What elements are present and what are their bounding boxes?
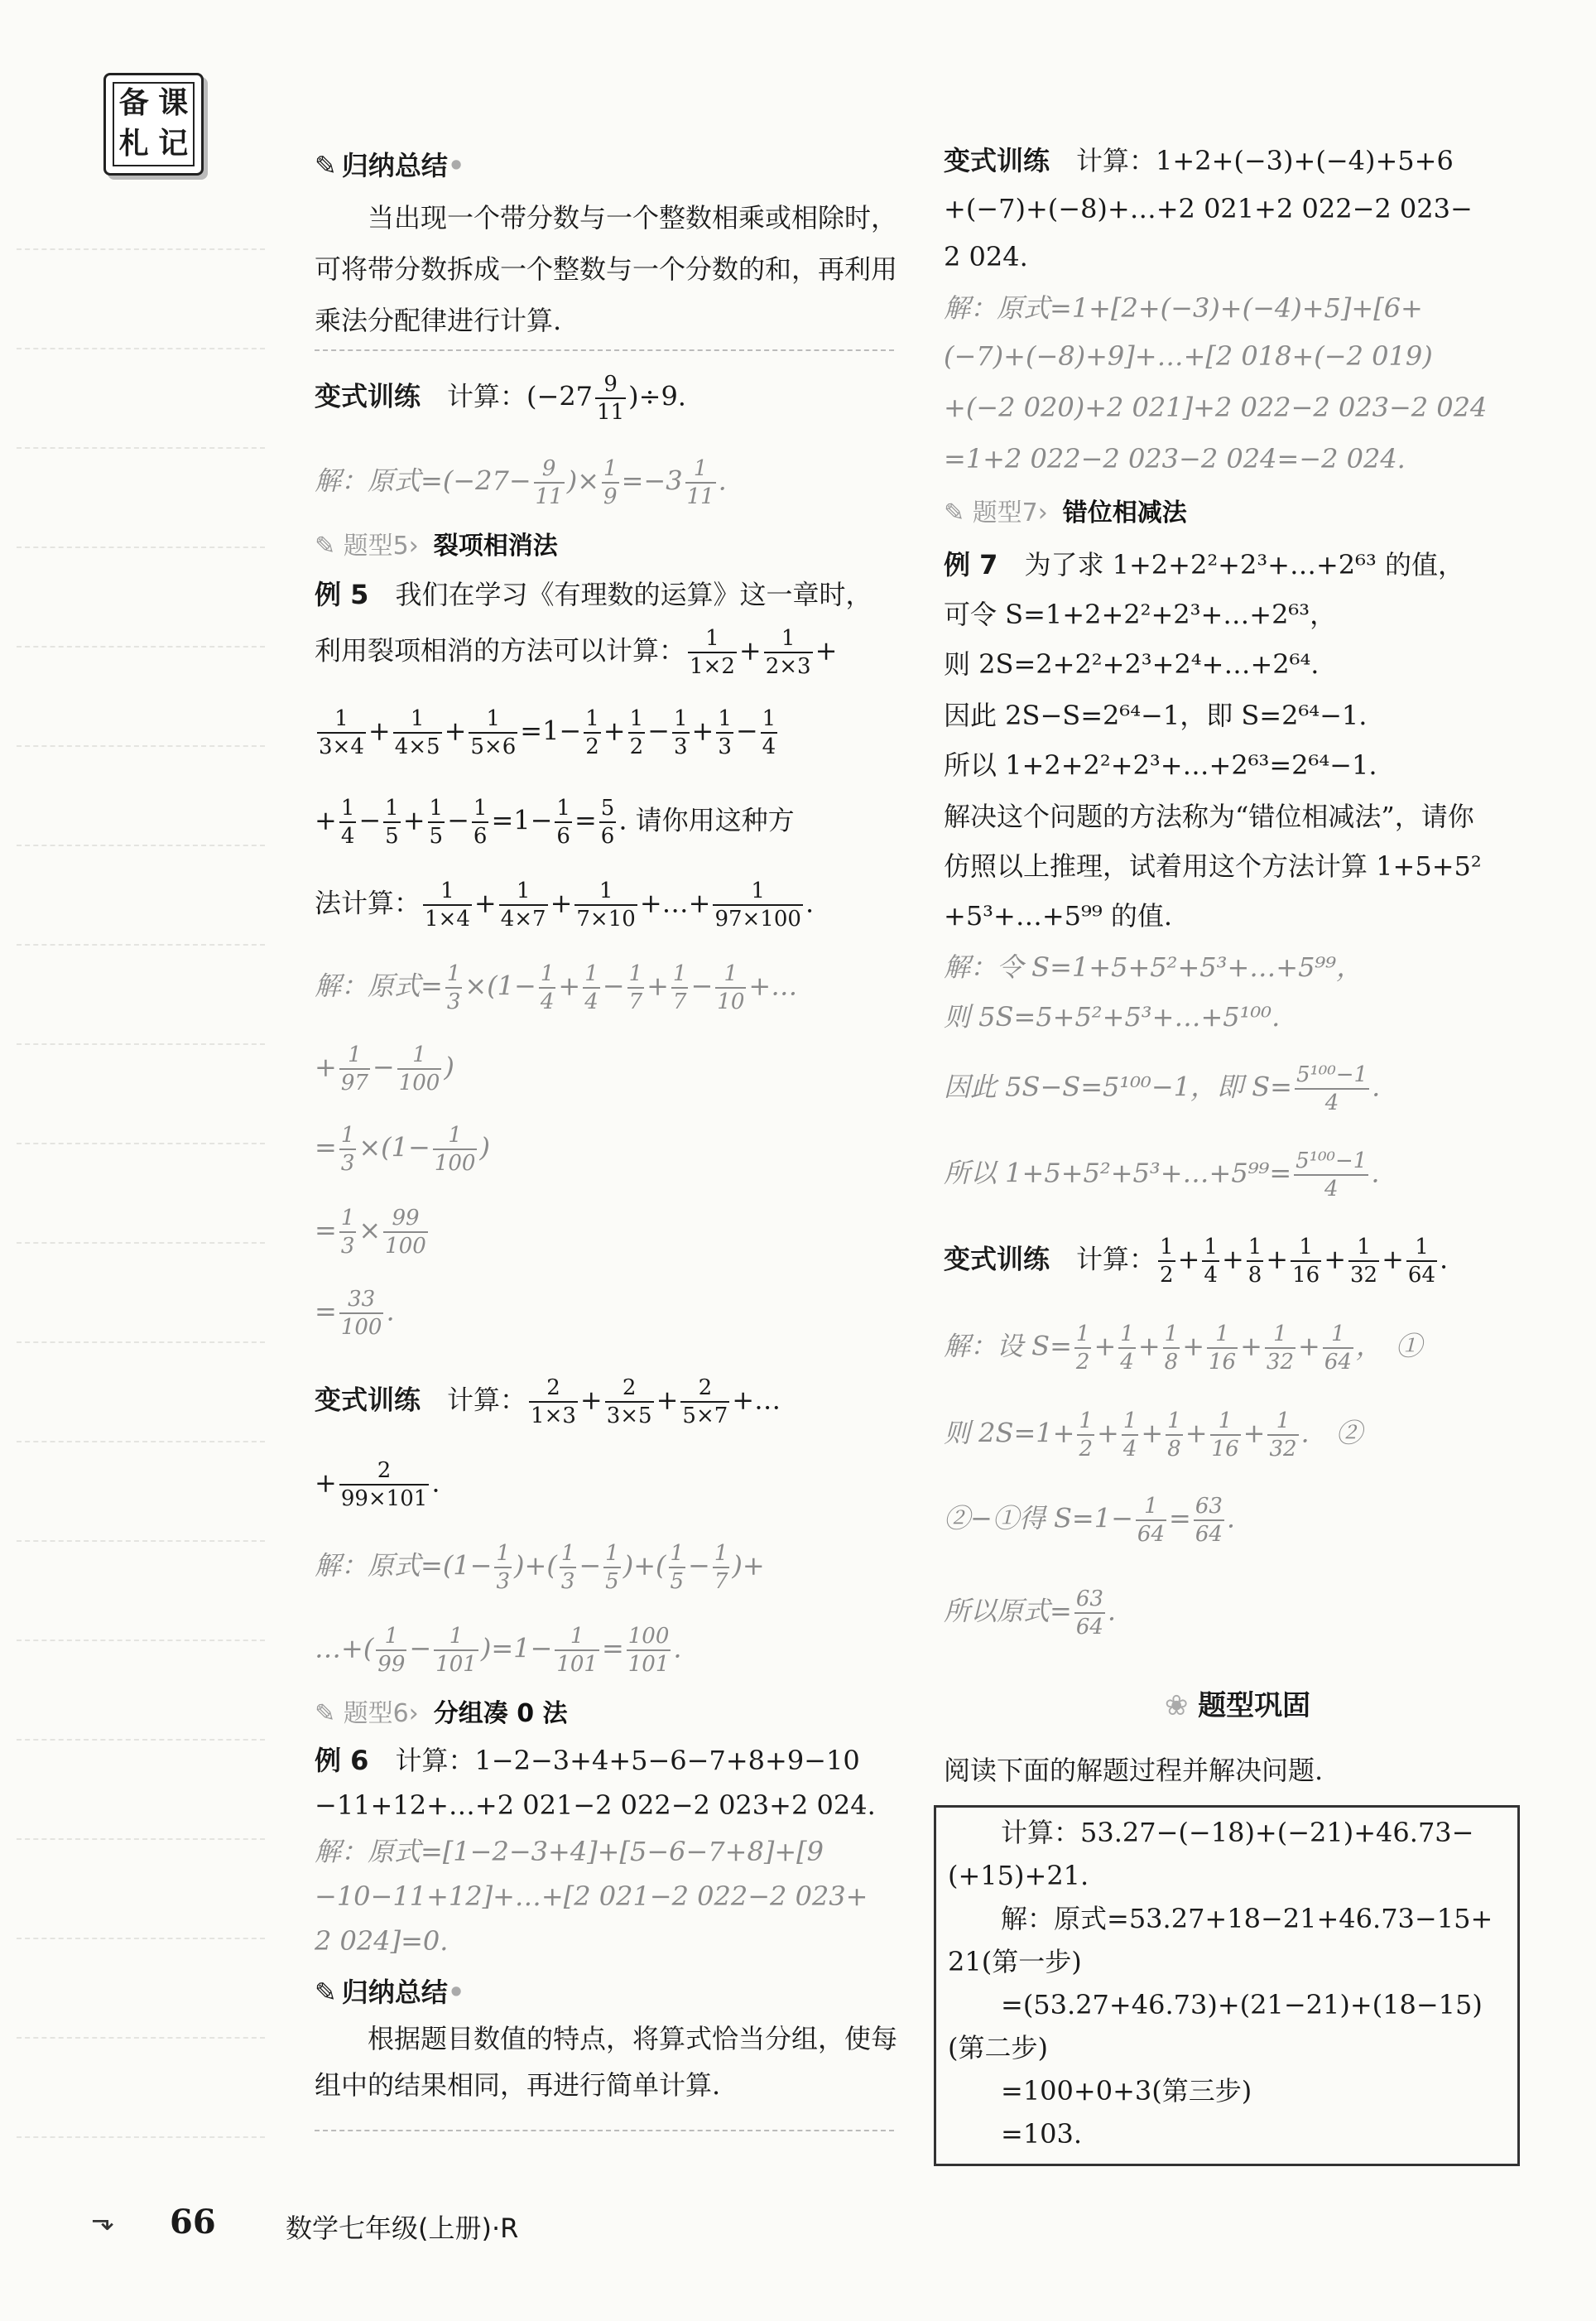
- badge-char: 课: [158, 86, 189, 120]
- summary-heading: ✎ 归纳总结•: [315, 150, 465, 181]
- example6-solution3: 2 024]=0.: [315, 1925, 449, 1957]
- box-line: =103.: [1001, 2118, 1083, 2150]
- variant3-solution3: +(−2 020)+2 021]+2 022−2 023−2 024: [944, 392, 1488, 423]
- box-line: 解：原式=53.27+18−21+46.73−15+: [1001, 1903, 1493, 1934]
- summary2-heading: ✎ 归纳总结•: [315, 1977, 465, 2008]
- example7-line7: 仿照以上推理，试着用这个方法计算 1+5+5²: [944, 850, 1482, 882]
- variant3-solution2: (−7)+(−8)+9]+…+[2 018+(−2 019): [944, 340, 1433, 372]
- variant4-solution3: ②−①得 S=1− $\frac{1}{64}$ = $\frac{63}{64}$ .: [944, 1494, 1236, 1547]
- example7-line1: 例 7 为了求 1+2+2²+2³+…+2⁶³ 的值，: [944, 549, 1464, 580]
- variant4-solution2: 则 2S=1+ $\frac{1}{2}$ + $\frac{1}{4}$ + $\frac{1}{8}$ + $\frac{1}{16}$ + $\frac{1}{32}$ . ②: [944, 1408, 1363, 1461]
- box-line: =(53.27+46.73)+(21−21)+(18−15): [1001, 1989, 1483, 2020]
- example7-line5: 所以 1+2+2²+2³+…+2⁶³=2⁶⁴−1.: [944, 749, 1377, 781]
- note-line: [17, 248, 265, 250]
- badge-char: 记: [158, 127, 189, 161]
- example5-solution4: = $\frac{1}{3}$ × $\frac{99}{100}$: [315, 1206, 426, 1259]
- example5-solution5: = $\frac{33}{100}$ .: [315, 1287, 395, 1340]
- example7-line2: 可令 S=1+2+2²+2³+…+2⁶³，: [944, 599, 1337, 630]
- book-title: 数学七年级(上册)·R: [286, 2213, 519, 2244]
- pencil-icon: ✎: [315, 532, 344, 561]
- example6-solution1: 解：原式=[1−2−3+4]+[5−6−7+8]+[9: [315, 1836, 824, 1867]
- notes-sidebar: [17, 0, 265, 2219]
- example5-line2: 利用裂项相消的方法可以计算： $\frac{1}{1\times 2}$ + $\frac{1}{2\times 3}$ +: [315, 626, 838, 679]
- variant3-line3: 2 024.: [944, 241, 1028, 272]
- note-line: [17, 845, 265, 846]
- example5-line3: $\frac{1}{3\times 4}$ + $\frac{1}{4\times 5}$ + $\frac{1}{5\times 6}$ =1− $\frac{1}{2}$ + $\frac{1}{2}$ − $\frac{1}{3}$ + $\frac{1}{3}$ − $\frac{1}{4}$: [319, 706, 776, 759]
- problem-box: [934, 1805, 1520, 2166]
- example6-line2: −11+12+…+2 021−2 022−2 023+2 024.: [315, 1789, 876, 1821]
- variant4-question: 变式训练 计算： $\frac{1}{2}$ + $\frac{1}{4}$ + $\frac{1}{8}$ + $\frac{1}{16}$ + $\frac{1}{32}$ + $\frac{1}{64}$ .: [944, 1235, 1449, 1288]
- example7-solution3: 因此 5S−S=5¹⁰⁰−1，即 S= $\frac{\text{5¹⁰⁰−1}}{4}$ .: [944, 1062, 1381, 1115]
- variant2-solution1: 解：原式=(1− $\frac{1}{3}$ )+( $\frac{1}{3}$ − $\frac{1}{5}$ )+( $\frac{1}{5}$ − $\frac{1}{7}$ )+: [315, 1541, 765, 1594]
- divider: [315, 2130, 894, 2131]
- example7-line8: +5³+…+5⁹⁹ 的值.: [944, 900, 1172, 932]
- note-line: [17, 2136, 265, 2138]
- variant3-line1: 变式训练 计算：1+2+(−3)+(−4)+5+6: [944, 145, 1454, 176]
- note-line: [17, 1739, 265, 1741]
- note-line: [17, 646, 265, 648]
- example7-solution2: 则 5S=5+5²+5³+…+5¹⁰⁰.: [944, 1001, 1281, 1033]
- note-line: [17, 1242, 265, 1244]
- example5-solution3: = $\frac{1}{3}$ ×(1− $\frac{1}{100}$ ): [315, 1123, 490, 1176]
- variant2-question1: 变式训练 计算： $\frac{2}{1\times 3}$ + $\frac{2}{3\times 5}$ + $\frac{2}{5\times 7}$ +…: [315, 1375, 781, 1428]
- note-line: [17, 745, 265, 747]
- note-line: [17, 348, 265, 349]
- example7-solution1: 解：令 S=1+5+5²+5³+…+5⁹⁹，: [944, 951, 1363, 983]
- type7-heading: ✎ 题型7› 错位相减法: [944, 498, 1187, 527]
- box-line: (第二步): [948, 2032, 1048, 2063]
- summary2-text: 根据题目数值的特点，将算式恰当分组，使每组中的结果相同，再进行简单计算.: [315, 2023, 898, 2101]
- corner-arrow-icon: ⬎: [91, 2204, 115, 2237]
- read-prompt: 阅读下面的解题过程并解决问题.: [944, 1755, 1324, 1786]
- pen-icon: ✎: [315, 150, 337, 181]
- consolidation-icon: ❀: [1164, 1689, 1199, 1722]
- box-line: 计算：53.27−(−18)+(−21)+46.73−: [1001, 1817, 1474, 1848]
- note-line: [17, 1341, 265, 1343]
- variant2-solution2: …+( $\frac{1}{99}$ − $\frac{1}{101}$ )=1− $\frac{1}{101}$ = $\frac{100}{101}$ .: [315, 1624, 682, 1677]
- example5-solution1: 解：原式= $\frac{1}{3}$ ×(1− $\frac{1}{4}$ + $\frac{1}{4}$ − $\frac{1}{7}$ + $\frac{1}{7}$ − $\frac{1}{10}$ +…: [315, 961, 798, 1014]
- consolidation-heading: ❀ 题型巩固: [1164, 1689, 1311, 1722]
- type5-heading: ✎ 题型5› 裂项相消法: [315, 532, 558, 561]
- example6-line1: 例 6 计算：1−2−3+4+5−6−7+8+9−10: [315, 1745, 860, 1776]
- box-line: =100+0+3(第三步): [1001, 2075, 1252, 2107]
- type6-heading: ✎ 题型6› 分组凑 0 法: [315, 1699, 568, 1728]
- example7-line4: 因此 2S−S=2⁶⁴−1，即 S=2⁶⁴−1.: [944, 700, 1368, 731]
- notes-badge: [103, 73, 204, 176]
- variant3-solution4: =1+2 022−2 023−2 024=−2 024.: [944, 443, 1406, 474]
- note-line: [17, 1938, 265, 1939]
- box-line: (+15)+21.: [948, 1860, 1089, 1891]
- note-line: [17, 1640, 265, 1641]
- summary-text: 当出现一个带分数与一个整数相乘或相除时，可将带分数拆成一个整数与一个分数的和，再利用乘法分配律进行计算.: [315, 202, 898, 336]
- pencil-icon: ✎: [315, 1699, 344, 1728]
- note-line: [17, 1143, 265, 1144]
- note-line: [17, 447, 265, 449]
- note-line: [17, 1838, 265, 1840]
- divider: [315, 349, 894, 351]
- example5-line1: 例 5 我们在学习《有理数的运算》这一章时，: [315, 579, 873, 610]
- box-line: 21(第一步): [948, 1946, 1082, 1977]
- note-line: [17, 1441, 265, 1442]
- variant-question: 变式训练 计算：(−27 $\frac{9}{11}$ )÷9.: [315, 372, 686, 425]
- note-line: [17, 2037, 265, 2039]
- example7-line3: 则 2S=2+2²+2³+2⁴+…+2⁶⁴.: [944, 648, 1320, 680]
- example5-line5: 法计算： $\frac{1}{1\times 4}$ + $\frac{1}{4\times 7}$ + $\frac{1}{7\times 10}$ +…+ $\frac{1}{97\times 100}$ .: [315, 879, 815, 932]
- note-line: [17, 1540, 265, 1542]
- example5-line4: + $\frac{1}{4}$ − $\frac{1}{5}$ + $\frac{1}{5}$ − $\frac{1}{6}$ =1− $\frac{1}{6}$ = $\frac{5}{6}$ . 请你用这种方: [315, 796, 795, 849]
- variant-solution: 解：原式=(−27− $\frac{9}{11}$ )× $\frac{1}{9}$ =−3 $\frac{1}{11}$ .: [315, 456, 727, 509]
- variant3-solution1: 解：原式=1+[2+(−3)+(−4)+5]+[6+: [944, 292, 1423, 324]
- variant2-question2: + $\frac{2}{99\times 101}$ .: [315, 1458, 440, 1511]
- example7-solution4: 所以 1+5+5²+5³+…+5⁹⁹= $\frac{\text{5¹⁰⁰−1}}{4}$ .: [944, 1148, 1380, 1201]
- example6-solution2: −10−11+12]+…+[2 021−2 022−2 023+: [315, 1880, 868, 1912]
- pen-icon: ✎: [315, 1977, 337, 2008]
- variant4-solution4: 所以原式= $\frac{63}{64}$ .: [944, 1587, 1117, 1640]
- badge-char: 札: [118, 127, 149, 161]
- pencil-icon: ✎: [944, 498, 973, 527]
- note-line: [17, 944, 265, 946]
- variant3-line2: +(−7)+(−8)+…+2 021+2 022−2 023−: [944, 193, 1473, 224]
- badge-char: 备: [118, 86, 149, 120]
- note-line: [17, 1043, 265, 1045]
- note-line: [17, 547, 265, 548]
- example7-line6: 解决这个问题的方法称为“错位相减法”，请你: [944, 801, 1474, 832]
- variant4-solution1: 解：设 S= $\frac{1}{2}$ + $\frac{1}{4}$ + $\frac{1}{8}$ + $\frac{1}{16}$ + $\frac{1}{32}$ + $\frac{1}{64}$ ， ①: [944, 1322, 1422, 1375]
- page-number: 66: [170, 2203, 216, 2242]
- example5-solution2: + $\frac{1}{97}$ − $\frac{1}{100}$ ): [315, 1043, 454, 1095]
